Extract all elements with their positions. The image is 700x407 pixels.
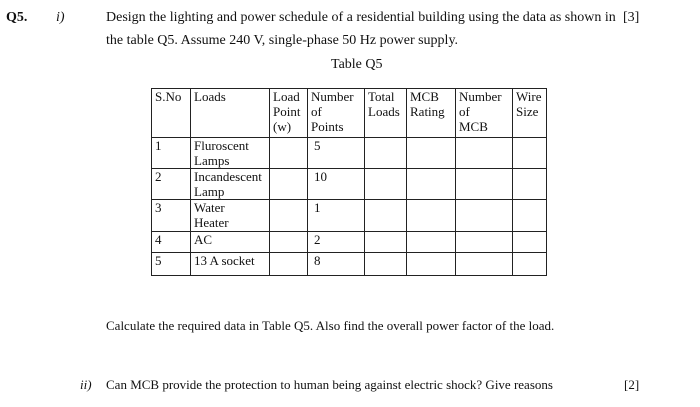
cell-sno: 3 (152, 200, 191, 232)
cell-load: Fluroscent Lamps (191, 138, 270, 169)
cell-wire-size (513, 232, 547, 253)
cell-number-of-points: 8 (308, 253, 365, 276)
part-i-text-line1: Design the lighting and power schedule of a residential building using the data as shown in (106, 10, 616, 25)
cell-number-of-mcb (456, 253, 513, 276)
cell-sno: 4 (152, 232, 191, 253)
cell-load-point (270, 232, 308, 253)
header-number-of-points: Number of Points (308, 89, 365, 138)
table-row (152, 138, 547, 169)
cell-mcb-rating (407, 200, 456, 232)
part-i-label: i) (56, 10, 65, 25)
table-row (152, 200, 547, 232)
cell-number-of-points: 1 (308, 200, 365, 232)
cell-total-loads (365, 253, 407, 276)
cell-sno: 2 (152, 169, 191, 200)
cell-load: Water Heater (191, 200, 270, 232)
cell-load: Incandescent Lamp (191, 169, 270, 200)
cell-load: AC (191, 232, 270, 253)
cell-number-of-points: 2 (308, 232, 365, 253)
cell-number-of-mcb (456, 232, 513, 253)
table-row (152, 253, 547, 276)
table-row (152, 232, 547, 253)
cell-wire-size (513, 138, 547, 169)
part-i-marks: [3] (623, 10, 640, 25)
table-header-row (152, 89, 547, 138)
header-loads: Loads (191, 89, 270, 138)
cell-load-point (270, 138, 308, 169)
cell-sno: 5 (152, 253, 191, 276)
header-wire-size: Wire Size (513, 89, 547, 138)
cell-load-point (270, 253, 308, 276)
header-load-point: Load Point (w) (270, 89, 308, 138)
cell-total-loads (365, 200, 407, 232)
cell-number-of-mcb (456, 200, 513, 232)
cell-number-of-mcb (456, 138, 513, 169)
table-row (152, 169, 547, 200)
cell-mcb-rating (407, 138, 456, 169)
cell-mcb-rating (407, 253, 456, 276)
cell-number-of-points: 10 (308, 169, 365, 200)
header-mcb-rating: MCB Rating (407, 89, 456, 138)
cell-mcb-rating (407, 169, 456, 200)
cell-sno: 1 (152, 138, 191, 169)
calculation-instruction: Calculate the required data in Table Q5. Also find the overall power factor of the load. (106, 318, 555, 333)
cell-wire-size (513, 253, 547, 276)
header-number-of-mcb: Number of MCB (456, 89, 513, 138)
cell-mcb-rating (407, 232, 456, 253)
cell-load-point (270, 200, 308, 232)
cell-number-of-points: 5 (308, 138, 365, 169)
cell-wire-size (513, 169, 547, 200)
cell-wire-size (513, 200, 547, 232)
part-ii-text: Can MCB provide the protection to human being against electric shock? Give reasons (106, 377, 553, 392)
cell-total-loads (365, 232, 407, 253)
header-sno: S.No (152, 89, 191, 138)
part-ii-marks: [2] (624, 377, 640, 392)
cell-total-loads (365, 138, 407, 169)
cell-total-loads (365, 169, 407, 200)
part-ii-label: ii) (80, 377, 92, 392)
table-title: Table Q5 (331, 57, 383, 72)
part-i-text-line2: the table Q5. Assume 240 V, single-phase 50 Hz power supply. (106, 33, 459, 48)
cell-number-of-mcb (456, 169, 513, 200)
header-total-loads: Total Loads (365, 89, 407, 138)
schedule-table (151, 88, 547, 276)
question-number: Q5. (6, 10, 28, 25)
cell-load-point (270, 169, 308, 200)
cell-load: 13 A socket (191, 253, 270, 276)
